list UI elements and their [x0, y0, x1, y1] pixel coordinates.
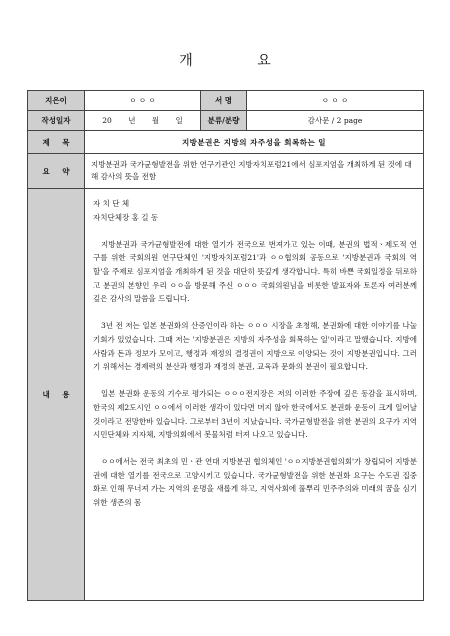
category-value: 감사문 / 2 page: [247, 111, 424, 131]
subject-label: 제 목: [28, 131, 85, 154]
paragraph-2: 3년 전 저는 일본 분권화의 산증인이라 하는 ㅇㅇㅇ 시장을 초청해, 분권화에 대한 이야기를 나눌 기회가 있었습니다. 그때 저는 '지방분권은 지방의 자주성을 회복하는 일'이라고 말했습니다. 지방에 사람과 돈과 정보가 모이고, 행정과 재정의 결정권이 지방으로 이양되는 것이 지방분권입니다. 그러기 위해서는 경제력의 분산과 행정과 재정의 분권, 교육과 문화의 분권이 필요합니다.: [93, 321, 417, 372]
author-value: ㅇ ㅇ ㅇ: [85, 91, 201, 111]
paragraph-1: 지방분권과 국가균형발전에 대한 열기가 전국으로 번져가고 있는 이때, 분권의 법적ㆍ제도적 연구를 위한 국회의원 연구단체인 '지방자치포럼21'과 ㅇㅇ협의회 공동으로 '지방분권과 국회의 역할'을 주제로 심포지엄을 개최하게 된 것을 대단히 뜻깊게 생각합니다. 특히 바쁜 국회일정을 뒤로하고 분권의 본향인 우리 ㅇㅇ을 방문해 주신 ㅇㅇㅇ 국회의원님을 비롯한 발표자와 토론자 여러분께 깊은 감사의 말씀을 드립니다.: [93, 239, 417, 304]
summary-value: 지방분권과 국가균형발전을 위한 연구기관인 지방자치포럼21에서 심포지엄을 개최하게 된 것에 대해 감사의 뜻을 전함: [85, 154, 424, 189]
paragraph-4: ㅇㅇ에서는 전국 최초의 민ㆍ관 연대 지방분권 협의체인 'ㅇㅇ지방분권협의회'가 창립되어 지방분권에 대한 열기를 전국으로 고양시키고 있습니다. 국가균형발전을 위한 분권화 요구는 수도권 집중화로 인해 무너져 가는 지역의 운명을 새롭게 하고, 지역사회에 풀뿌리 민주주의와 미래의 꿈을 심기 위한 생존의 몸: [93, 457, 417, 508]
book-title-value: ㅇ ㅇ ㅇ: [247, 91, 424, 111]
subject-value: 지방분권은 지방의 자주성을 회복하는 일: [85, 131, 424, 154]
date-label: 작성일자: [28, 111, 85, 131]
page-title: 개 요: [179, 53, 301, 69]
content-body: [85, 189, 424, 601]
category-label: 분류/분량: [201, 111, 247, 131]
summary-label: 요 약: [28, 154, 85, 189]
greeting-name: 자치단체장 홍 길 동: [93, 212, 159, 222]
author-label: 지은이: [28, 91, 85, 111]
content-label: 내 용: [28, 189, 85, 601]
greeting-org: 자 치 단 체: [93, 199, 130, 208]
book-title-label: 서 명: [201, 91, 247, 111]
overview-form: [27, 90, 424, 601]
date-value: 20 년 월 일: [85, 111, 201, 131]
paragraph-3: 일본 분권화 운동의 기수로 평가되는 ㅇㅇㅇ전지장은 저의 이러한 주장에 깊은 동감을 표시하며, 한국의 제2도시인 ㅇㅇ에서 이러한 생각이 있다면 머지 않아 한국에서도 분권화 운동이 크게 일어날 것이라고 전망한바 있습니다. 그로부터 3년이 지났습니다. 국가균형발전을 위한 분권의 요구가 지역시민단체와 지자체, 지방의회에서 봇물처럼 터져 나오고 있습니다.: [93, 389, 417, 440]
